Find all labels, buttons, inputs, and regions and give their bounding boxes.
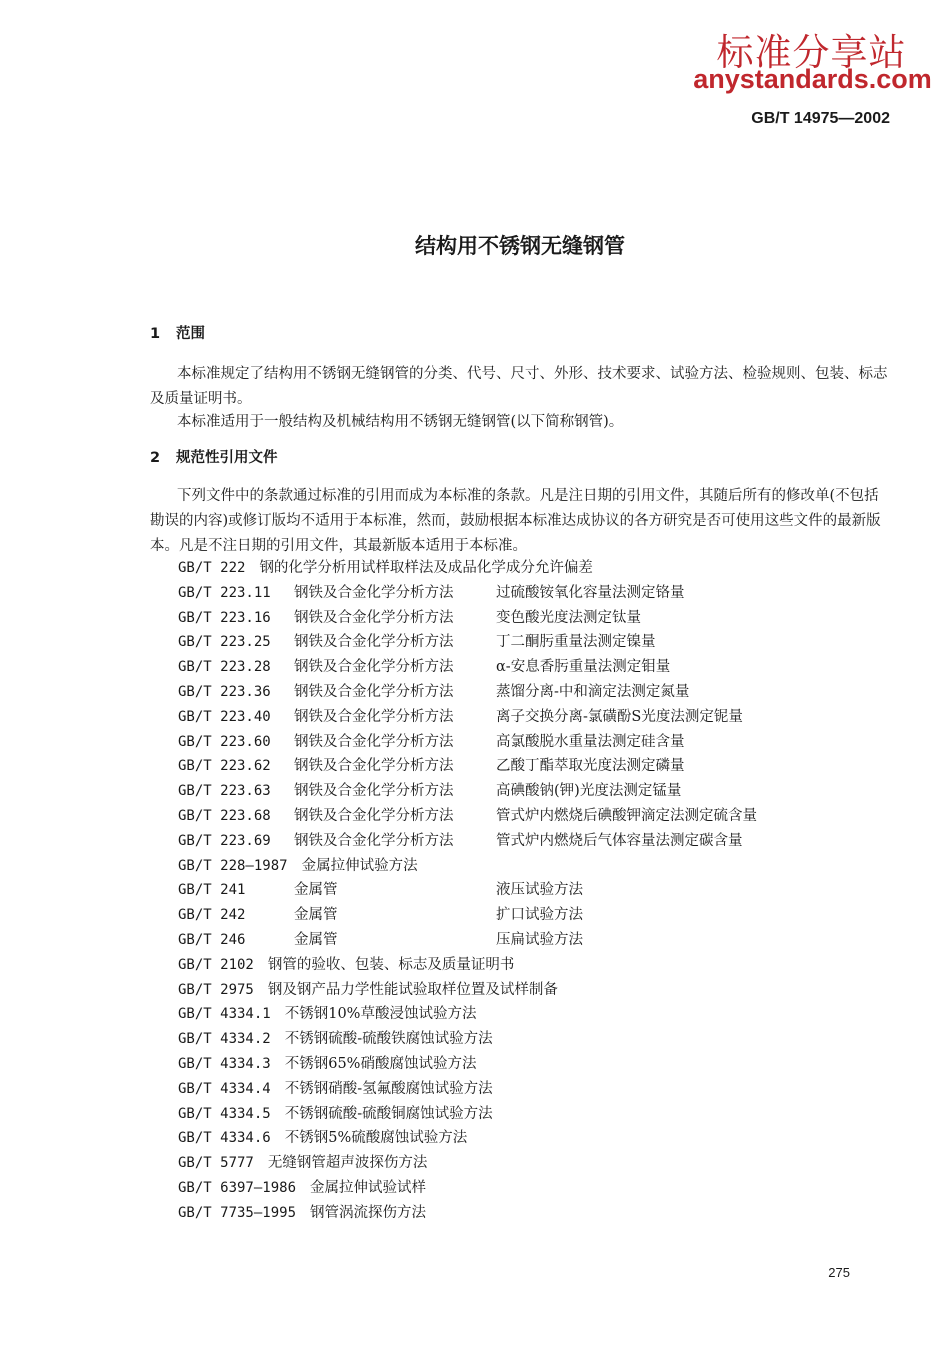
reference-method: α-安息香肟重量法测定钼量 — [496, 659, 671, 676]
reference-title: 不锈钢10%草酸浸蚀试验方法 — [284, 1006, 477, 1023]
reference-method: 离子交换分离-氯磺酚S光度法测定铌量 — [496, 708, 743, 725]
reference-code: GB/T 2102 — [178, 956, 254, 973]
reference-code: GB/T 223.11 — [178, 584, 271, 601]
reference-code: GB/T 2975 — [178, 981, 254, 998]
reference-title: 钢铁及合金化学分析方法 — [294, 634, 454, 651]
reference-code: GB/T 223.40 — [178, 708, 271, 725]
reference-code: GB/T 242 — [178, 907, 246, 924]
reference-code: GB/T 223.62 — [178, 758, 271, 775]
reference-method: 管式炉内燃烧后碘酸钾滴定法测定硫含量 — [496, 807, 757, 824]
reference-code: GB/T 223.60 — [178, 733, 271, 750]
site-logo-url: anystandards.com — [693, 64, 932, 94]
reference-item — [178, 680, 878, 705]
reference-title: 钢铁及合金化学分析方法 — [294, 733, 454, 750]
reference-code: GB/T 7735—1995 — [178, 1204, 297, 1221]
reference-code: GB/T 4334.3 — [178, 1055, 271, 1072]
reference-method: 蒸馏分离-中和滴定法测定氮量 — [496, 683, 690, 700]
reference-item — [178, 630, 878, 655]
section-heading-scope — [150, 322, 205, 343]
reference-title: 不锈钢硫酸-硫酸铜腐蚀试验方法 — [284, 1105, 493, 1122]
site-logo-chinese: 标准分享站 — [716, 31, 907, 74]
reference-method: 乙酸丁酯萃取光度法测定磷量 — [496, 758, 685, 775]
reference-title: 钢铁及合金化学分析方法 — [294, 758, 454, 775]
reference-code: GB/T 6397—1986 — [178, 1179, 297, 1196]
reference-item — [178, 754, 878, 779]
reference-item — [178, 953, 878, 978]
reference-item — [178, 878, 878, 903]
document-title: 结构用不锈钢无缝钢管 — [415, 234, 625, 258]
reference-method: 扩口试验方法 — [496, 907, 583, 924]
reference-item — [178, 1176, 878, 1201]
reference-code: GB/T 4334.6 — [178, 1130, 271, 1147]
references-intro-paragraph: 下列文件中的条款通过标准的引用而成为本标准的条款。凡是注日期的引用文件，其随后所有的修改单(不包括勘误的内容)或修订版均不适用于本标准，然而，鼓励根据本标准达成协议的各方研究是否可使用这些文件的最新版本。凡是不注日期的引用文件，其最新版本适用于本标准。 — [150, 488, 881, 554]
reference-method: 变色酸光度法测定钛量 — [496, 609, 641, 626]
reference-method: 液压试验方法 — [496, 882, 583, 899]
reference-title: 钢铁及合金化学分析方法 — [294, 659, 454, 676]
reference-item — [178, 1002, 878, 1027]
reference-item — [178, 1126, 878, 1151]
reference-item — [178, 1102, 878, 1127]
reference-code: GB/T 4334.2 — [178, 1031, 271, 1048]
reference-code: GB/T 241 — [178, 882, 246, 899]
reference-item — [178, 804, 878, 829]
section-number: 2 — [150, 450, 161, 466]
reference-title: 钢铁及合金化学分析方法 — [294, 584, 454, 601]
reference-title: 钢铁及合金化学分析方法 — [294, 683, 454, 700]
reference-code: GB/T 4334.1 — [178, 1006, 271, 1023]
reference-code: GB/T 222 — [178, 560, 246, 576]
reference-title: 钢铁及合金化学分析方法 — [294, 609, 454, 626]
reference-item — [178, 730, 878, 755]
reference-title: 金属管 — [294, 931, 338, 948]
reference-code: GB/T 246 — [178, 931, 246, 948]
reference-method: 压扁试验方法 — [496, 931, 583, 948]
reference-item — [178, 581, 878, 606]
reference-code: GB/T 223.28 — [178, 659, 271, 676]
reference-code: GB/T 223.25 — [178, 634, 271, 651]
reference-title: 钢管涡流探伤方法 — [310, 1204, 427, 1221]
reference-title: 钢铁及合金化学分析方法 — [294, 708, 454, 725]
section-number: 1 — [150, 326, 161, 342]
reference-code: GB/T 223.63 — [178, 783, 271, 800]
reference-code: GB/T 223.36 — [178, 683, 271, 700]
section-title: 规范性引用文件 — [176, 450, 278, 466]
reference-item — [178, 705, 878, 730]
reference-item — [178, 606, 878, 631]
reference-title: 钢铁及合金化学分析方法 — [294, 783, 454, 800]
reference-title: 金属拉伸试验方法 — [301, 857, 418, 874]
reference-title: 不锈钢硝酸-氢氟酸腐蚀试验方法 — [284, 1080, 493, 1097]
reference-item — [178, 1151, 878, 1176]
reference-item — [178, 556, 878, 581]
reference-method: 高碘酸钠(钾)光度法测定锰量 — [496, 783, 682, 800]
reference-title: 金属拉伸试验试样 — [310, 1179, 427, 1196]
reference-title: 钢铁及合金化学分析方法 — [294, 832, 454, 849]
reference-title: 钢及钢产品力学性能试验取样位置及试样制备 — [267, 981, 558, 998]
reference-title: 金属管 — [294, 907, 338, 924]
reference-code: GB/T 5777 — [178, 1155, 254, 1172]
section-title: 范围 — [176, 326, 205, 342]
reference-title: 无缝钢管超声波探伤方法 — [267, 1155, 428, 1172]
reference-item — [178, 1077, 878, 1102]
reference-item — [178, 928, 878, 953]
reference-title: 金属管 — [294, 882, 338, 899]
reference-code: GB/T 223.16 — [178, 609, 271, 626]
reference-code: GB/T 4334.4 — [178, 1080, 271, 1097]
reference-item — [178, 655, 878, 680]
reference-item — [178, 978, 878, 1003]
reference-code: GB/T 223.68 — [178, 807, 271, 824]
reference-item — [178, 829, 878, 854]
reference-item — [178, 1201, 878, 1226]
reference-method: 过硫酸铵氧化容量法测定铬量 — [496, 584, 685, 601]
standard-code: GB/T 14975—2002 — [751, 110, 890, 127]
reference-code: GB/T 223.69 — [178, 832, 271, 849]
reference-item — [178, 779, 878, 804]
reference-title: 钢的化学分析用试样取样法及成品化学成分允许偏差 — [259, 560, 593, 576]
scope-paragraph-2: 本标准适用于一般结构及机械结构用不锈钢无缝钢管(以下简称钢管)。 — [177, 414, 624, 430]
reference-list — [178, 556, 878, 1226]
reference-item — [178, 1052, 878, 1077]
reference-title: 钢铁及合金化学分析方法 — [294, 807, 454, 824]
section-heading-normative-references — [150, 446, 278, 467]
page-number: 275 — [828, 1265, 850, 1280]
reference-title: 钢管的验收、包装、标志及质量证明书 — [267, 956, 515, 973]
reference-title: 不锈钢65%硝酸腐蚀试验方法 — [284, 1055, 477, 1072]
scope-paragraph-1: 本标准规定了结构用不锈钢无缝钢管的分类、代号、尺寸、外形、技术要求、试验方法、检验规则、包装、标志及质量证明书。 — [150, 366, 888, 407]
reference-method: 丁二酮肟重量法测定镍量 — [496, 634, 656, 651]
reference-title: 不锈钢硫酸-硫酸铁腐蚀试验方法 — [284, 1031, 493, 1048]
reference-item — [178, 854, 878, 879]
reference-title: 不锈钢5%硫酸腐蚀试验方法 — [284, 1130, 468, 1147]
reference-method: 高氯酸脱水重量法测定硅含量 — [496, 733, 685, 750]
reference-code: GB/T 228—1987 — [178, 857, 288, 874]
reference-method: 管式炉内燃烧后气体容量法测定碳含量 — [496, 832, 743, 849]
reference-code: GB/T 4334.5 — [178, 1105, 271, 1122]
reference-item — [178, 903, 878, 928]
reference-item — [178, 1027, 878, 1052]
